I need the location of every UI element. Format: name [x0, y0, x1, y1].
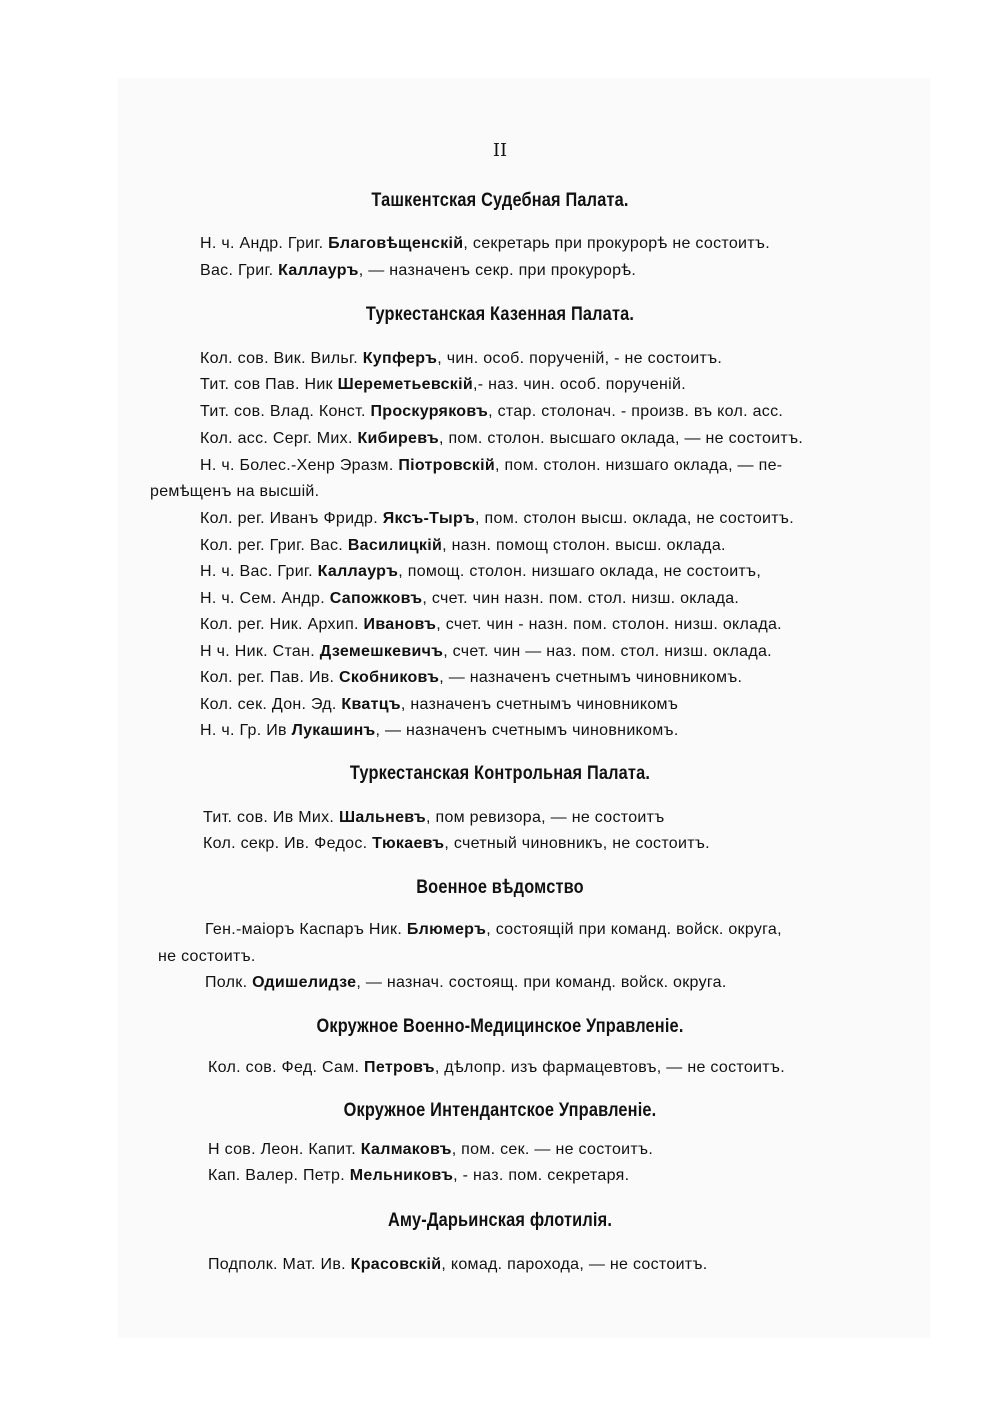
person-surname: Яксъ-Тыръ: [382, 510, 476, 527]
entry-line: Н сов. Леон. Капит. Калмаковъ, пом. сек. — не состоитъ.: [208, 1141, 654, 1158]
person-surname: Купферъ: [362, 350, 438, 367]
entry-line: Н. ч. Гр. Ив Лукашинъ, — назначенъ счетнымъ чиновникомъ.: [200, 722, 679, 739]
person-surname: Калмаковъ: [360, 1141, 452, 1158]
person-surname: Лукашинъ: [291, 722, 376, 739]
person-surname: Каллауръ: [278, 262, 359, 279]
person-surname: Скобниковъ: [339, 669, 440, 686]
person-surname: Василицкій: [347, 537, 443, 554]
person-surname: Благовѣщенскій: [328, 235, 464, 252]
person-surname: Піотровскій: [398, 457, 495, 474]
entry-line: Кол. сов. Фед. Сам. Петровъ, дѣлопр. изъ фармацевтовъ, — не состоитъ.: [208, 1059, 785, 1076]
entry-line: Тит. сов. Ив Мих. Шальневъ, пом ревизора, — не состоитъ: [203, 809, 665, 826]
section-heading: Туркестанская Контрольная Палата.: [349, 763, 651, 784]
person-surname: Сапожковъ: [329, 590, 423, 607]
entry-line: Кап. Валер. Петр. Мельниковъ, - наз. пом. секретаря.: [208, 1167, 630, 1184]
section-heading: Ташкентская Судебная Палата.: [371, 190, 629, 211]
section-heading: Окружное Интендантское Управленіе.: [343, 1100, 657, 1121]
person-surname: Шальневъ: [338, 809, 426, 826]
person-surname: Проскуряковъ: [370, 403, 489, 420]
entry-line: Н. ч. Вас. Григ. Каллауръ, помощ. столон. низшаго оклада, не состоитъ,: [200, 563, 762, 580]
page-number: II: [492, 140, 508, 161]
entry-line: Кол. секр. Ив. Федос. Тюкаевъ, счетный чиновникъ, не состоитъ.: [203, 835, 710, 852]
person-surname: Петровъ: [364, 1059, 435, 1076]
entry-line: Кол. рег. Иванъ Фридр. Яксъ-Тыръ, пом. столон высш. оклада, не состоитъ.: [200, 510, 794, 527]
entry-line: Н. ч. Сем. Андр. Сапожковъ, счет. чин назн. пом. стол. низш. оклада.: [200, 590, 740, 607]
person-surname: Ивановъ: [363, 616, 437, 633]
entry-line: Н. ч. Болес.-Хенр Эразм. Піотровскій, пом. столон. низшаго оклада, — пе-: [200, 457, 783, 474]
person-surname: Одишелидзе: [252, 974, 357, 991]
entry-line: Полк. Одишелидзе, — назнач. состоящ. при команд. войск. округа.: [205, 974, 727, 991]
entry-line: Н ч. Ник. Стан. Дземешкевичъ, счет. чин — наз. пом. стол. низш. оклада.: [200, 643, 772, 660]
section-heading: Военное вѣдомство: [416, 877, 584, 898]
entry-line: не состоитъ.: [158, 948, 256, 965]
entry-line: ремѣщенъ на высшій.: [150, 483, 320, 500]
entry-line: Кол. рег. Ник. Архип. Ивановъ, счет. чин - назн. пом. столон. низш. оклада.: [200, 616, 782, 633]
person-surname: Кватцъ: [341, 696, 401, 713]
entry-line: Вас. Григ. Каллауръ, — назначенъ секр. при прокурорѣ.: [200, 262, 637, 279]
entry-line: Подполк. Мат. Ив. Красовскій, комад. парохода, — не состоитъ.: [208, 1256, 708, 1273]
entry-line: Кол. сов. Вик. Вильг. Купферъ, чин. особ. порученій, - не состоитъ.: [200, 350, 723, 367]
entry-line: Тит. сов. Влад. Конст. Проскуряковъ, стар. столонач. - произв. въ кол. асс.: [200, 403, 784, 420]
entry-line: Кол. рег. Григ. Вас. Василицкій, назн. помощ столон. высш. оклада.: [200, 537, 726, 554]
person-surname: Блюмеръ: [406, 921, 487, 938]
entry-line: Тит. сов Пав. Ник Шереметьевскій,- наз. чин. особ. порученій.: [200, 376, 686, 393]
section-heading: Туркестанская Казенная Палата.: [365, 304, 635, 325]
entry-line: Кол. сек. Дон. Эд. Кватцъ, назначенъ счетнымъ чиновникомъ: [200, 696, 679, 713]
section-heading: Аму-Дарьинская флотилія.: [387, 1210, 613, 1231]
entry-line: Н. ч. Андр. Григ. Благовѣщенскій, секретарь при прокурорѣ не состоитъ.: [200, 235, 770, 252]
person-surname: Кибиревъ: [357, 430, 439, 447]
person-surname: Тюкаевъ: [372, 835, 445, 852]
person-surname: Красовскій: [350, 1256, 442, 1273]
person-surname: Мельниковъ: [349, 1167, 454, 1184]
section-heading: Окружное Военно-Медицинское Управленіе.: [316, 1016, 684, 1037]
entry-line: Кол. асс. Серг. Мих. Кибиревъ, пом. столон. высшаго оклада, — не состоитъ.: [200, 430, 804, 447]
person-surname: Каллауръ: [317, 563, 399, 580]
person-surname: Шереметьевскій: [337, 376, 473, 393]
person-surname: Дземешкевичъ: [319, 643, 444, 660]
entry-line: Кол. рег. Пав. Ив. Скобниковъ, — назначенъ счетнымъ чиновникомъ.: [200, 669, 743, 686]
entry-line: Ген.-маіоръ Каспаръ Ник. Блюмеръ, состоящій при команд. войск. округа,: [205, 921, 782, 938]
